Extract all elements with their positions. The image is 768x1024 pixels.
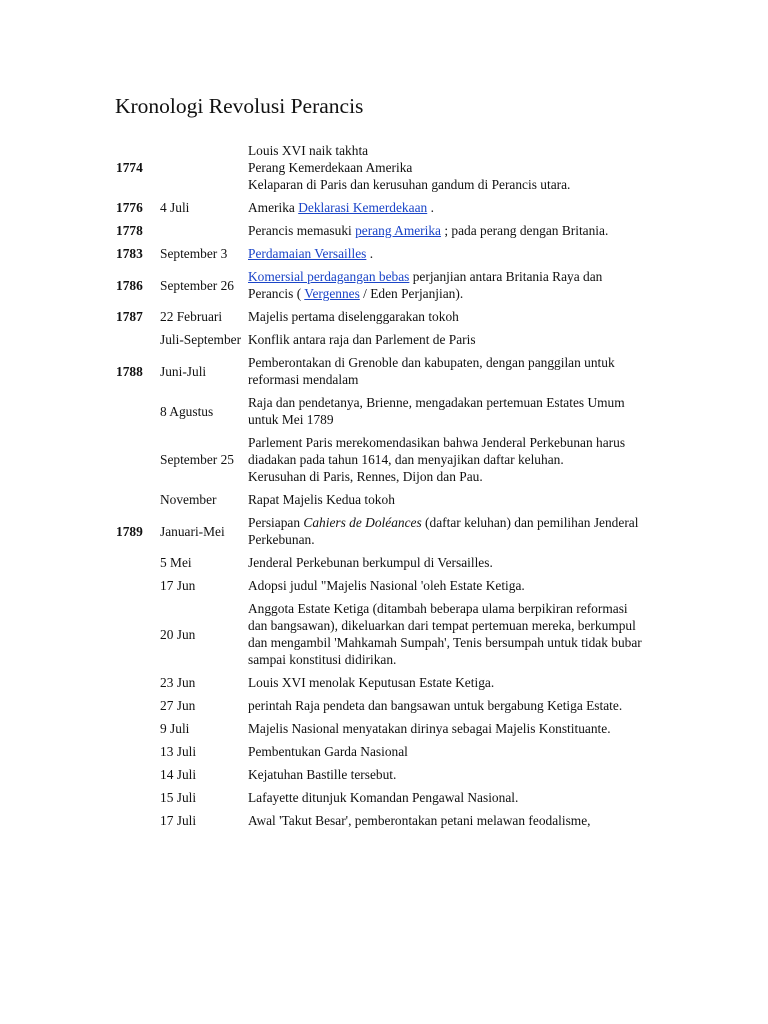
- event-line: [248, 766, 648, 783]
- date-cell: [160, 220, 244, 241]
- table-row: [114, 764, 650, 785]
- year-cell: 1786: [116, 277, 143, 293]
- table-row: [114, 718, 650, 739]
- event-line: [248, 142, 648, 159]
- event-text: .: [366, 246, 374, 261]
- event-text: / Eden Perjanjian).: [359, 286, 464, 301]
- wiki-link[interactable]: Deklarasi Kemerdekaan: [298, 200, 428, 215]
- year-cell: [114, 432, 158, 487]
- table-row: [114, 552, 650, 573]
- date-cell: Januari-Mei: [160, 523, 225, 539]
- table-row: [114, 352, 650, 390]
- event-line: [248, 514, 648, 548]
- event-text: Louis XVI menolak Keputusan Estate Ketiga.: [248, 675, 495, 690]
- year-cell: 1774: [116, 160, 143, 175]
- event-cell: [246, 552, 650, 573]
- event-line: [248, 577, 648, 594]
- year-cell: 1787: [116, 309, 143, 324]
- event-cell: [246, 764, 650, 785]
- date-cell: 14 Juli: [160, 767, 197, 782]
- event-text: Kerusuhan di Paris, Rennes, Dijon dan Pau.: [248, 469, 483, 484]
- event-cell: [246, 489, 650, 510]
- event-text: perjanjian antara Britania Raya dan Perancis (: [248, 269, 603, 301]
- date-cell: 17 Juli: [160, 813, 197, 828]
- year-cell: 1776: [116, 200, 143, 215]
- event-text: Kejatuhan Bastille tersebut.: [248, 767, 397, 782]
- date-cell: September 26: [160, 277, 235, 293]
- year-cell: [114, 392, 158, 430]
- event-text: Parlement Paris merekomendasikan bahwa Jenderal Perkebunan harus diadakan pada tahun 1614, dan menyajikan daftar keluhan.: [248, 435, 626, 467]
- event-cell: [246, 306, 650, 327]
- wiki-link[interactable]: Perdamaian Versailles: [248, 246, 367, 261]
- date-cell: Juli-September: [160, 332, 242, 347]
- event-line: [248, 674, 648, 691]
- event-text: perintah Raja pendeta dan bangsawan untuk bergabung Ketiga Estate.: [248, 698, 623, 713]
- wiki-link[interactable]: Vergennes: [304, 286, 360, 301]
- event-text: Awal 'Takut Besar', pemberontakan petani melawan feodalisme,: [248, 813, 591, 828]
- event-cell: [246, 810, 650, 831]
- table-row: [114, 392, 650, 430]
- date-cell: 22 Februari: [160, 309, 223, 324]
- table-row: [114, 489, 650, 510]
- date-cell: 20 Jun: [160, 626, 196, 642]
- event-cell: [246, 575, 650, 596]
- event-text: Lafayette ditunjuk Komandan Pengawal Nasional.: [248, 790, 519, 805]
- table-row: [114, 741, 650, 762]
- year-cell: 1783: [116, 246, 143, 261]
- event-text: ; pada perang dengan Britania.: [441, 223, 609, 238]
- date-cell: November: [160, 492, 217, 507]
- event-line: [248, 720, 648, 737]
- event-cell: [246, 598, 650, 670]
- event-line: [248, 199, 648, 216]
- event-cell: [246, 140, 650, 195]
- table-row: [114, 810, 650, 831]
- event-line: [248, 159, 648, 176]
- year-cell: [114, 489, 158, 510]
- event-line: [248, 697, 648, 714]
- event-cell: [246, 243, 650, 264]
- event-cell: [246, 392, 650, 430]
- event-line: [248, 268, 648, 302]
- table-row: [114, 695, 650, 716]
- date-cell: 23 Jun: [160, 675, 196, 690]
- event-line: [248, 394, 648, 428]
- event-cell: [246, 197, 650, 218]
- event-text: Amerika: [248, 200, 299, 215]
- event-text: .: [427, 200, 434, 215]
- wiki-link[interactable]: Komersial perdagangan bebas: [248, 269, 410, 284]
- date-cell: 15 Juli: [160, 790, 197, 805]
- year-cell: [114, 695, 158, 716]
- date-cell: 4 Juli: [160, 200, 190, 215]
- date-cell: [160, 140, 244, 195]
- event-line: [248, 600, 648, 668]
- date-cell: September 3: [160, 246, 228, 261]
- year-cell: [114, 672, 158, 693]
- event-cell: [246, 787, 650, 808]
- chronology-table-body: [114, 140, 650, 831]
- event-line: [248, 743, 648, 760]
- year-cell: [114, 552, 158, 573]
- year-cell: [114, 329, 158, 350]
- year-cell: [114, 718, 158, 739]
- event-text: Louis XVI naik takhta: [248, 143, 369, 158]
- event-text: Anggota Estate Ketiga (ditambah beberapa ulama berpikiran reformasi dan bangsawan), dikeluarkan dari tempat pertemuan mereka, berkumpul dan mengambil 'Mahkamah Sumpah', Tenis bersumpah untuk tidak bubar sampai konstitusi didirikan.: [248, 601, 642, 667]
- event-cell: [246, 329, 650, 350]
- year-cell: [114, 764, 158, 785]
- event-line: [248, 434, 648, 468]
- year-cell: [114, 741, 158, 762]
- year-cell: 1789: [116, 523, 143, 539]
- page-title: Kronologi Revolusi Perancis: [115, 94, 364, 118]
- event-line: [248, 331, 648, 348]
- table-row: [114, 598, 650, 670]
- table-row: [114, 197, 650, 218]
- year-cell: [114, 787, 158, 808]
- date-cell: 8 Agustus: [160, 403, 214, 419]
- event-cell: [246, 672, 650, 693]
- event-cell: [246, 695, 650, 716]
- event-text: Kelaparan di Paris dan kerusuhan gandum di Perancis utara.: [248, 177, 571, 192]
- date-cell: 17 Jun: [160, 578, 196, 593]
- event-cell: [246, 512, 650, 550]
- event-line: [248, 789, 648, 806]
- event-text: Majelis Nasional menyatakan dirinya sebagai Majelis Konstituante.: [248, 721, 611, 736]
- event-cell: [246, 266, 650, 304]
- event-cell: [246, 432, 650, 487]
- event-line: [248, 222, 648, 239]
- event-text: (daftar keluhan) dan pemilihan Jenderal Perkebunan.: [248, 515, 639, 547]
- event-line: [248, 176, 648, 193]
- date-cell: 13 Juli: [160, 744, 197, 759]
- table-row: [114, 243, 650, 264]
- table-row: [114, 306, 650, 327]
- date-cell: 27 Jun: [160, 698, 196, 713]
- wiki-link[interactable]: perang Amerika: [355, 223, 441, 238]
- event-text: Konflik antara raja dan Parlement de Paris: [248, 332, 476, 347]
- italic-text: Cahiers de Doléances: [303, 515, 422, 530]
- event-text: Adopsi judul "Majelis Nasional 'oleh Estate Ketiga.: [248, 578, 525, 593]
- event-line: [248, 554, 648, 571]
- year-cell: [114, 598, 158, 670]
- event-line: [248, 491, 648, 508]
- event-text: Jenderal Perkebunan berkumpul di Versailles.: [248, 555, 493, 570]
- date-cell: 5 Mei: [160, 555, 192, 570]
- event-line: [248, 468, 648, 485]
- year-cell: [114, 575, 158, 596]
- table-row: [114, 575, 650, 596]
- event-cell: [246, 220, 650, 241]
- chronology-table: [112, 138, 652, 833]
- table-row: [114, 512, 650, 550]
- event-text: Perancis memasuki: [248, 223, 356, 238]
- event-line: [248, 308, 648, 325]
- table-row: [114, 672, 650, 693]
- event-text: Majelis pertama diselenggarakan tokoh: [248, 309, 459, 324]
- year-cell: 1788: [116, 363, 143, 379]
- event-line: [248, 245, 648, 262]
- event-cell: [246, 741, 650, 762]
- table-row: [114, 329, 650, 350]
- date-cell: 9 Juli: [160, 721, 190, 736]
- table-row: [114, 140, 650, 195]
- table-row: [114, 432, 650, 487]
- event-cell: [246, 352, 650, 390]
- table-row: [114, 787, 650, 808]
- year-cell: [114, 810, 158, 831]
- event-cell: [246, 718, 650, 739]
- date-cell: September 25: [160, 452, 235, 467]
- event-text: Perang Kemerdekaan Amerika: [248, 160, 413, 175]
- table-row: [114, 220, 650, 241]
- year-cell: 1778: [116, 223, 143, 238]
- event-line: [248, 812, 648, 829]
- table-row: [114, 266, 650, 304]
- event-text: Raja dan pendetanya, Brienne, mengadakan pertemuan Estates Umum untuk Mei 1789: [248, 395, 625, 427]
- event-text: Rapat Majelis Kedua tokoh: [248, 492, 395, 507]
- event-text: Pembentukan Garda Nasional: [248, 744, 408, 759]
- event-text: Persiapan: [248, 515, 304, 530]
- event-line: [248, 354, 648, 388]
- event-text: Pemberontakan di Grenoble dan kabupaten, dengan panggilan untuk reformasi mendalam: [248, 355, 615, 387]
- date-cell: Juni-Juli: [160, 363, 207, 379]
